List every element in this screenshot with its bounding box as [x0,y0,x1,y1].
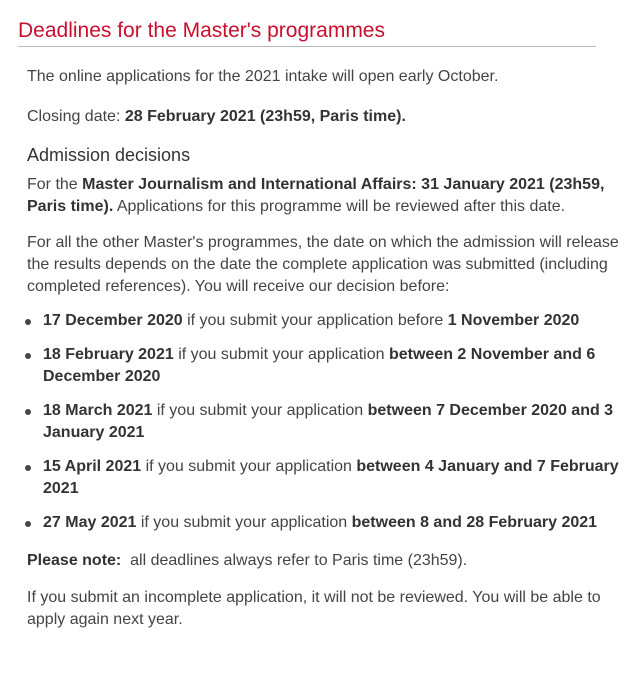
deadline-text: if you submit your application [141,458,357,475]
note-text: all deadlines always refer to Paris time (23h59). [121,552,468,569]
decision-date: 15 April 2021 [43,458,142,475]
list-item [27,512,627,534]
bullet-icon [25,409,31,415]
bullet-icon [25,465,31,471]
journalism-prefix: For the [27,176,83,193]
decision-date: 17 December 2020 [43,312,183,329]
admission-heading: Admission decisions [27,145,191,165]
bullet-icon [25,353,31,359]
list-item [27,344,627,388]
bullet-icon [25,521,31,527]
incomplete-notice: If you submit an incomplete application, it will not be reviewed. You will be able to apply again next year. [27,589,601,628]
journalism-programme: Master Journalism and International Affairs: 31 January 2021 (23h59, Paris time). [27,176,605,215]
intro-text: The online applications for the 2021 intake will open early October. [27,68,499,85]
deadline-text: if you submit your application [152,402,368,419]
submission-window: between 8 and 28 February 2021 [351,514,598,531]
closing-date-label: Closing date: [27,108,125,125]
deadline-list [27,310,627,534]
journalism-paragraph [27,174,627,218]
list-item [27,456,627,500]
bullet-icon [25,319,31,325]
journalism-suffix: Applications for this programme will be reviewed after this date. [113,198,566,215]
page-title: Deadlines for the Master's programmes [18,19,385,42]
list-item [27,310,627,332]
note-paragraph [27,550,627,572]
deadline-text: if you submit your application [136,514,352,531]
main-content [27,66,627,631]
submission-window: between 2 November and 6 December 2020 [43,346,596,385]
decision-date: 27 May 2021 [43,514,137,531]
submission-window: between 4 January and 7 February 2021 [43,458,619,497]
submission-window: between 7 December 2020 and 3 January 2021 [43,402,614,441]
closing-date [27,106,627,128]
section-header [18,18,596,47]
submission-window: 1 November 2020 [447,312,580,329]
deadline-text: if you submit your application [173,346,389,363]
deadline-text: if you submit your application before [182,312,448,329]
decision-date: 18 March 2021 [43,402,153,419]
note-label: Please note: [27,552,122,569]
decision-date: 18 February 2021 [43,346,174,363]
other-programmes-paragraph: For all the other Master's programmes, the date on which the admission will release the results depends on the date the complete application was submitted (including completed references). You will receive our decision before: [27,234,619,295]
list-item [27,400,627,444]
closing-date-value: 28 February 2021 (23h59, Paris time). [124,108,406,125]
